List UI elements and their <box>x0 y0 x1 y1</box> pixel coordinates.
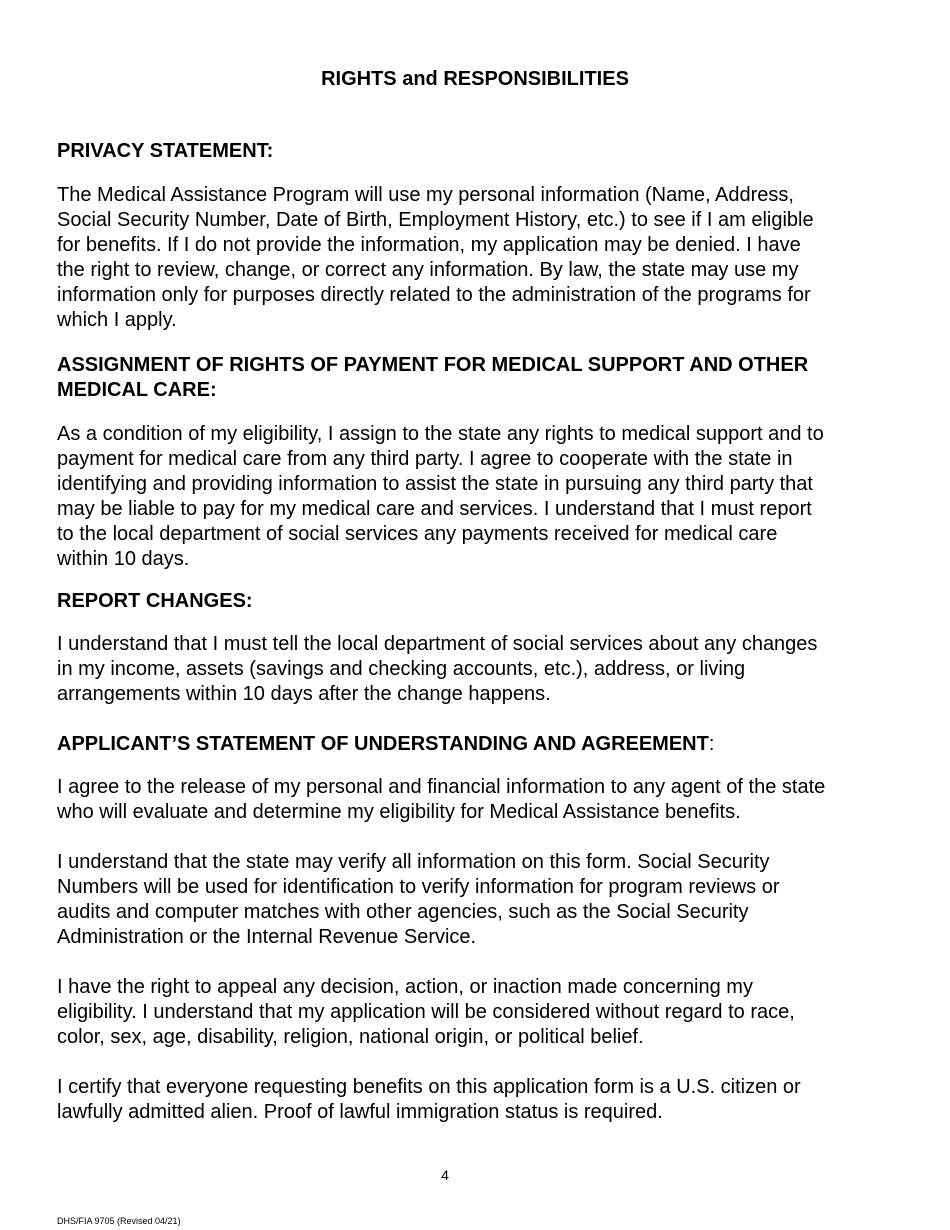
right-to-appeal-paragraph: I have the right to appeal any decision, action, or inaction made concerning my eligibility. I understand that my application will be considered without regard to race, color, sex, age, disability, religion, national origin, or political belief. <box>57 976 795 1048</box>
form-identifier: DHS/FIA 9705 (Revised 04/21) <box>57 1216 181 1226</box>
assignment-of-rights-heading: ASSIGNMENT OF RIGHTS OF PAYMENT FOR MEDICAL SUPPORT AND OTHER MEDICAL CARE: <box>57 354 809 401</box>
verification-paragraph: I understand that the state may verify all information on this form. Social Security Numbers will be used for identification to verify information for program reviews or audits and computer matches with other agencies, such as the Social Security Administration or the Internal Revenue Service. <box>57 851 780 948</box>
privacy-statement-text: The Medical Assistance Program will use my personal information (Name, Address, Social Security Number, Date of Birth, Employment History, etc.) to see if I am eligible for benefits. If I do not provide the information, my application may be denied. I have the right to review, change, or correct any information. By law, the state may use my information only for purposes directly related to the administration of the programs for which I apply. <box>57 184 814 331</box>
release-of-information-paragraph: I agree to the release of my personal and financial information to any agent of the state who will evaluate and determine my eligibility for Medical Assistance benefits. <box>57 776 826 823</box>
privacy-statement-heading: PRIVACY STATEMENT: <box>57 140 274 162</box>
report-changes-text: I understand that I must tell the local department of social services about any changes in my income, assets (savings and checking accounts, etc.), address, or living arrangements within 10 days after the change happens. <box>57 633 818 705</box>
report-changes-heading: REPORT CHANGES: <box>57 590 253 612</box>
applicant-statement-heading-colon: : <box>708 733 715 755</box>
applicant-statement-heading <box>57 732 897 757</box>
page-number: 4 <box>441 1167 449 1183</box>
applicant-statement-heading-text: APPLICANT’S STATEMENT OF UNDERSTANDING AND AGREEMENT <box>57 733 709 755</box>
assignment-of-rights-text: As a condition of my eligibility, I assign to the state any rights to medical support and to payment for medical care from any third party. I agree to cooperate with the state in identifying and providing information to assist the state in pursuing any third party that may be liable to pay for my medical care and services. I understand that I must report to the local department of social services any payments received for medical care within 10 days. <box>57 423 824 570</box>
page-title: RIGHTS and RESPONSIBILITIES <box>321 68 629 90</box>
citizenship-certification-paragraph: I certify that everyone requesting benefits on this application form is a U.S. citizen or lawfully admitted alien. Proof of lawful immigration status is required. <box>57 1076 801 1123</box>
